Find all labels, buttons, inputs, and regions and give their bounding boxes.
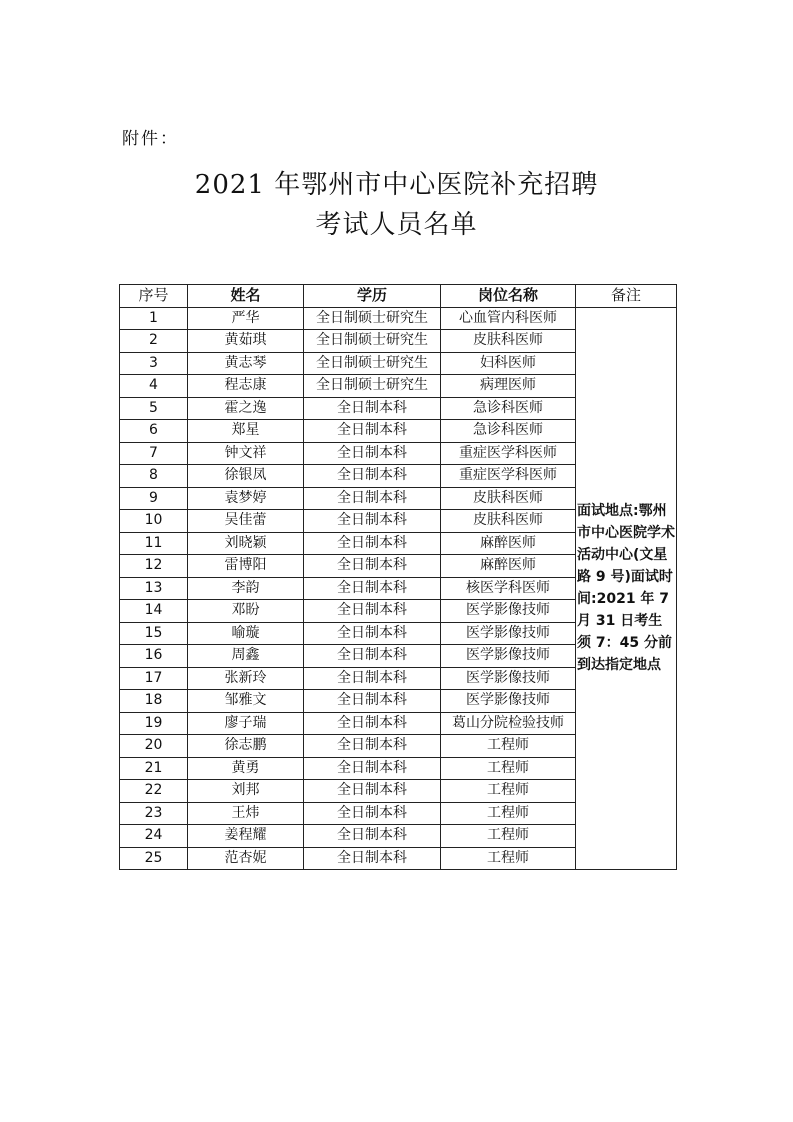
cell-education: 全日制本科 xyxy=(304,825,441,848)
cell-position: 工程师 xyxy=(441,847,576,870)
table-header-row xyxy=(120,285,677,308)
cell-position: 急诊科医师 xyxy=(441,420,576,443)
cell-education: 全日制本科 xyxy=(304,465,441,488)
cell-name: 姜程耀 xyxy=(188,825,304,848)
cell-position: 病理医师 xyxy=(441,375,576,398)
cell-name: 严华 xyxy=(188,307,304,330)
cell-number: 4 xyxy=(120,375,188,398)
cell-position: 重症医学科医师 xyxy=(441,442,576,465)
cell-education: 全日制本科 xyxy=(304,442,441,465)
document-title-line2: 考试人员名单 xyxy=(315,210,478,240)
cell-number: 3 xyxy=(120,352,188,375)
cell-education: 全日制本科 xyxy=(304,577,441,600)
document-title-line1: 2021 年鄂州市中心医院补充招聘 xyxy=(194,170,599,200)
cell-position: 医学影像技师 xyxy=(441,667,576,690)
cell-position: 妇科医师 xyxy=(441,352,576,375)
cell-position: 皮肤科医师 xyxy=(441,330,576,353)
cell-position: 皮肤科医师 xyxy=(441,510,576,533)
cell-position: 急诊科医师 xyxy=(441,397,576,420)
cell-number: 16 xyxy=(120,645,188,668)
cell-number: 10 xyxy=(120,510,188,533)
cell-name: 程志康 xyxy=(188,375,304,398)
cell-education: 全日制本科 xyxy=(304,847,441,870)
cell-number: 18 xyxy=(120,690,188,713)
cell-name: 张新玲 xyxy=(188,667,304,690)
cell-name: 邹雅文 xyxy=(188,690,304,713)
cell-name: 黄志琴 xyxy=(188,352,304,375)
cell-position: 工程师 xyxy=(441,735,576,758)
cell-position: 医学影像技师 xyxy=(441,690,576,713)
cell-position: 工程师 xyxy=(441,757,576,780)
cell-name: 范杏妮 xyxy=(188,847,304,870)
cell-education: 全日制本科 xyxy=(304,735,441,758)
cell-position: 麻醉医师 xyxy=(441,555,576,578)
cell-education: 全日制本科 xyxy=(304,667,441,690)
cell-number: 21 xyxy=(120,757,188,780)
cell-number: 23 xyxy=(120,802,188,825)
cell-position: 工程师 xyxy=(441,780,576,803)
candidate-table xyxy=(119,284,677,870)
cell-name: 周鑫 xyxy=(188,645,304,668)
cell-position: 工程师 xyxy=(441,802,576,825)
cell-position: 医学影像技师 xyxy=(441,622,576,645)
cell-name: 黄茹琪 xyxy=(188,330,304,353)
cell-name: 廖子瑞 xyxy=(188,712,304,735)
cell-education: 全日制本科 xyxy=(304,420,441,443)
cell-education: 全日制硕士研究生 xyxy=(304,352,441,375)
attachment-label: 附件： xyxy=(122,129,179,149)
cell-number: 1 xyxy=(120,307,188,330)
cell-position: 工程师 xyxy=(441,825,576,848)
cell-name: 李韵 xyxy=(188,577,304,600)
cell-education: 全日制本科 xyxy=(304,802,441,825)
cell-number: 11 xyxy=(120,532,188,555)
cell-education: 全日制本科 xyxy=(304,622,441,645)
cell-name: 霍之逸 xyxy=(188,397,304,420)
cell-number: 6 xyxy=(120,420,188,443)
cell-name: 邓盼 xyxy=(188,600,304,623)
cell-position: 麻醉医师 xyxy=(441,532,576,555)
cell-name: 黄勇 xyxy=(188,757,304,780)
cell-position: 心血管内科医师 xyxy=(441,307,576,330)
cell-number: 8 xyxy=(120,465,188,488)
cell-position: 皮肤科医师 xyxy=(441,487,576,510)
cell-name: 袁梦婷 xyxy=(188,487,304,510)
cell-education: 全日制本科 xyxy=(304,397,441,420)
cell-number: 24 xyxy=(120,825,188,848)
cell-number: 17 xyxy=(120,667,188,690)
cell-number: 7 xyxy=(120,442,188,465)
cell-education: 全日制硕士研究生 xyxy=(304,307,441,330)
cell-number: 2 xyxy=(120,330,188,353)
table-row xyxy=(120,307,677,330)
cell-education: 全日制本科 xyxy=(304,757,441,780)
cell-position: 医学影像技师 xyxy=(441,600,576,623)
cell-position: 医学影像技师 xyxy=(441,645,576,668)
header-education: 学历 xyxy=(304,285,441,308)
cell-number: 5 xyxy=(120,397,188,420)
cell-education: 全日制本科 xyxy=(304,645,441,668)
remark-cell: 面试地点:鄂州市中心医院学术活动中心(文星路 9 号)面试时间:2021 年 7 月 31 日考生须 7：45 分前到达指定地点 xyxy=(576,307,677,870)
cell-education: 全日制本科 xyxy=(304,712,441,735)
cell-education: 全日制硕士研究生 xyxy=(304,375,441,398)
cell-name: 吴佳蕾 xyxy=(188,510,304,533)
header-number: 序号 xyxy=(120,285,188,308)
header-position: 岗位名称 xyxy=(441,285,576,308)
cell-name: 喻璇 xyxy=(188,622,304,645)
cell-number: 12 xyxy=(120,555,188,578)
cell-number: 9 xyxy=(120,487,188,510)
cell-number: 22 xyxy=(120,780,188,803)
cell-number: 15 xyxy=(120,622,188,645)
cell-education: 全日制本科 xyxy=(304,600,441,623)
cell-education: 全日制本科 xyxy=(304,555,441,578)
cell-education: 全日制本科 xyxy=(304,487,441,510)
cell-number: 13 xyxy=(120,577,188,600)
cell-education: 全日制本科 xyxy=(304,690,441,713)
cell-name: 郑星 xyxy=(188,420,304,443)
cell-name: 王炜 xyxy=(188,802,304,825)
header-name: 姓名 xyxy=(188,285,304,308)
cell-education: 全日制本科 xyxy=(304,532,441,555)
cell-number: 14 xyxy=(120,600,188,623)
cell-education: 全日制本科 xyxy=(304,780,441,803)
header-remark: 备注 xyxy=(576,285,677,308)
cell-education: 全日制硕士研究生 xyxy=(304,330,441,353)
cell-position: 葛山分院检验技师 xyxy=(441,712,576,735)
cell-name: 徐志鹏 xyxy=(188,735,304,758)
cell-number: 25 xyxy=(120,847,188,870)
cell-education: 全日制本科 xyxy=(304,510,441,533)
cell-number: 20 xyxy=(120,735,188,758)
cell-position: 重症医学科医师 xyxy=(441,465,576,488)
cell-name: 雷博阳 xyxy=(188,555,304,578)
cell-name: 刘晓颖 xyxy=(188,532,304,555)
cell-position: 核医学科医师 xyxy=(441,577,576,600)
cell-name: 徐银凤 xyxy=(188,465,304,488)
cell-name: 刘邦 xyxy=(188,780,304,803)
cell-name: 钟文祥 xyxy=(188,442,304,465)
cell-number: 19 xyxy=(120,712,188,735)
